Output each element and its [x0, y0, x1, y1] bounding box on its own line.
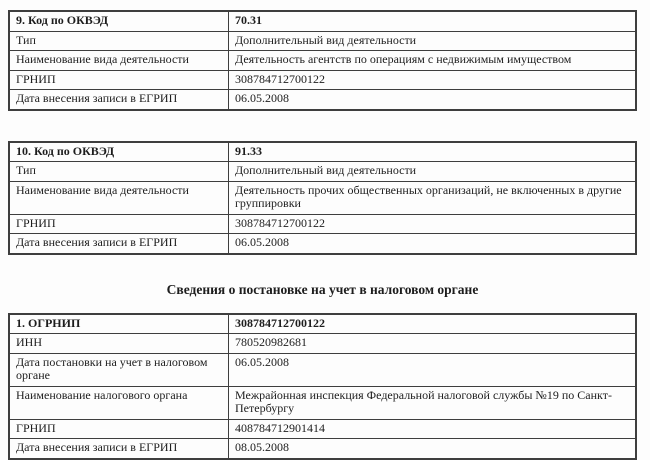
table-row — [9, 353, 636, 386]
table-row — [9, 162, 636, 182]
row-label: Тип — [9, 31, 229, 51]
row-value: 408784712901414 — [229, 419, 637, 439]
row-value: Деятельность прочих общественных организаций, не включенных в другие группировки — [229, 181, 637, 214]
table-row — [9, 142, 636, 162]
table-row — [9, 419, 636, 439]
table-row — [9, 234, 636, 254]
row-value: 06.05.2008 — [229, 353, 637, 386]
table-row — [9, 214, 636, 234]
row-value: 06.05.2008 — [229, 90, 637, 110]
row-label: Дата постановки на учет в налоговом органе — [9, 353, 229, 386]
row-label: Тип — [9, 162, 229, 182]
row-value: Дополнительный вид деятельности — [229, 162, 637, 182]
row-label: Дата внесения записи в ЕГРИП — [9, 234, 229, 254]
table-row — [9, 11, 636, 31]
table-row — [9, 70, 636, 90]
row-label: Наименование вида деятельности — [9, 181, 229, 214]
row-value: 70.31 — [229, 11, 637, 31]
row-label: ИНН — [9, 334, 229, 354]
row-label: 10. Код по ОКВЭД — [9, 142, 229, 162]
table-row — [9, 90, 636, 110]
row-value: 308784712700122 — [229, 70, 637, 90]
row-label: Дата внесения записи в ЕГРИП — [9, 90, 229, 110]
table-row — [9, 314, 636, 334]
row-label: Наименование налогового органа — [9, 386, 229, 419]
row-label: ГРНИП — [9, 214, 229, 234]
row-value: 08.05.2008 — [229, 439, 637, 459]
row-value: Дополнительный вид деятельности — [229, 31, 637, 51]
row-label: Наименование вида деятельности — [9, 51, 229, 71]
row-value: Деятельность агентств по операциям с недвижимым имуществом — [229, 51, 637, 71]
row-value: Межрайонная инспекция Федеральной налоговой службы №19 по Санкт-Петербургу — [229, 386, 637, 419]
table-row — [9, 51, 636, 71]
tax-registration-table — [8, 313, 637, 460]
row-value: 91.33 — [229, 142, 637, 162]
table-row — [9, 439, 636, 459]
okved-table-9 — [8, 10, 637, 111]
row-value: 308784712700122 — [229, 314, 637, 334]
table-row — [9, 31, 636, 51]
okved-table-10 — [8, 141, 637, 255]
row-value: 308784712700122 — [229, 214, 637, 234]
row-label: Дата внесения записи в ЕГРИП — [9, 439, 229, 459]
table-row — [9, 334, 636, 354]
row-value: 780520982681 — [229, 334, 637, 354]
row-label: ГРНИП — [9, 70, 229, 90]
row-label: 9. Код по ОКВЭД — [9, 11, 229, 31]
table-row — [9, 386, 636, 419]
row-label: ГРНИП — [9, 419, 229, 439]
row-value: 06.05.2008 — [229, 234, 637, 254]
section-heading: Сведения о постановке на учет в налоговом органе — [166, 281, 479, 297]
row-label: 1. ОГРНИП — [9, 314, 229, 334]
table-row — [9, 181, 636, 214]
